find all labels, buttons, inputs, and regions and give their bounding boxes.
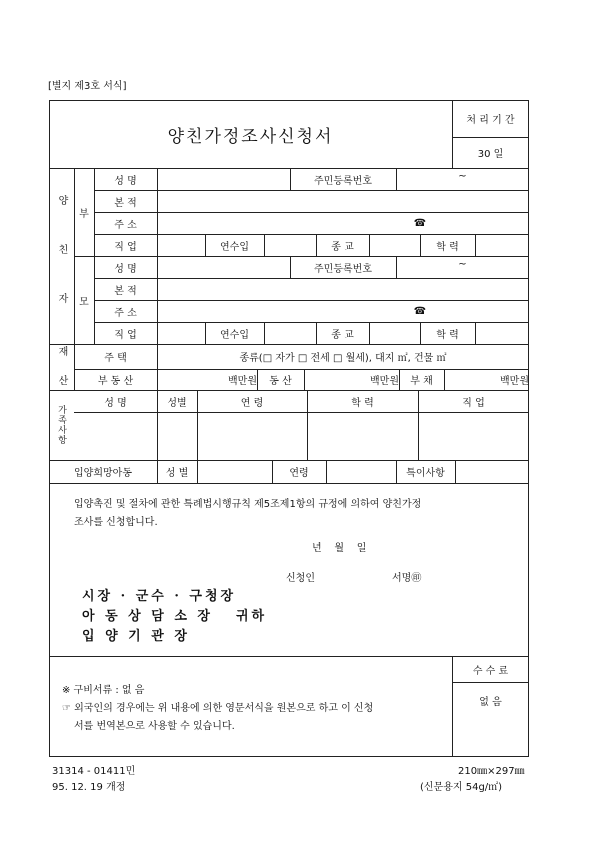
divider [475,322,476,344]
fee-label: 수 수 료 [472,665,509,677]
recipient-adoption-agency: 입 양 기 관 장 [82,629,190,644]
child-gender-label: 성 별 [165,468,189,479]
father-religion-label: 종 교 [331,241,354,253]
family-header-education: 학 력 [351,397,374,409]
divider [94,212,529,213]
divider [197,460,198,483]
form-code: 31314 - 01411민 [52,766,136,777]
divider [74,412,529,413]
foreigner-note-line-2: 서를 번역본으로 사용할 수 있습니다. [74,721,235,732]
divider [264,234,265,256]
processing-period-label: 처 리 기 간 [466,115,515,126]
form-label: [별지 제3호 서식] [48,81,127,92]
house-detail: 종류(□ 자가 □ 전세 □ 월세), 대지 ㎡, 건물 ㎡ [239,353,447,364]
mother-religion-label: 종 교 [331,329,354,341]
debt-unit: 백만원 [500,376,529,387]
mother-domicile-label: 본 적 [114,285,137,297]
movable-label: 동 산 [269,376,292,387]
divider [369,234,370,256]
paper-type: (신문용지 54g/㎡) [420,782,503,793]
fee-value: 없 음 [479,696,502,708]
revision-date: 95. 12. 19 개정 [52,782,126,793]
divider [49,483,529,484]
child-notes-label: 특이사항 [406,468,445,479]
divider [157,168,158,344]
honorific: 귀하 [236,609,268,624]
statement-line-2: 조사를 신청합니다. [74,517,158,528]
divider [94,278,529,279]
father-income-label: 연수입 [220,241,249,253]
family-header-name: 성 명 [104,397,127,409]
divider [94,190,529,191]
statement-line-1: 입양촉진 및 절차에 관한 특례법시행규칙 제5조제1항의 규정에 의하여 양친가정 [74,499,422,510]
movable-unit: 백만원 [370,376,399,387]
father-resident-no-label: 주민등록번호 [314,175,372,187]
father-address-label: 주 소 [114,219,137,231]
divider [264,322,265,344]
form-title: 양친가정조사신청서 [167,126,334,147]
divider [455,460,456,483]
foreigner-note-line-1: ☞ 외국인의 경우에는 위 내용에 의한 영문서식을 원본으로 하고 이 신청 [62,703,374,714]
recipient-mayor: 시장 · 군수 · 구청장 [82,589,237,604]
real-estate-label: 부 동 산 [97,376,134,387]
mother-education-label: 학 력 [436,329,459,341]
mother-resident-no-label: 주민등록번호 [314,263,372,275]
father-education-label: 학 력 [436,241,459,253]
father-job-label: 직 업 [114,241,137,253]
father-name-label: 성 명 [114,175,137,187]
recipient-child-center: 아 동 상 담 소 장 [82,609,213,624]
application-date: 년 월 일 [312,543,367,554]
family-header-age: 연 령 [240,397,264,409]
mother-address-label: 주 소 [114,307,137,319]
adoptive-parents-label: 양 친 자 [56,195,67,317]
phone-icon: ☎ [413,217,427,229]
family-header-job: 직 업 [462,397,485,409]
mother-name-label: 성 명 [114,263,137,275]
assets-label: 재 산 [56,345,67,389]
real-estate-unit: 백만원 [228,376,257,387]
mother-job-label: 직 업 [114,329,137,341]
mother-income-label: 연수입 [220,329,249,341]
signature-label: 서명㊞ [392,573,422,584]
documents-required: ※ 구비서류 : 없 음 [62,685,145,696]
divider [475,234,476,256]
house-label: 주 택 [104,353,127,364]
child-age-label: 연령 [289,468,309,479]
father-domicile-label: 본 적 [114,197,137,209]
debt-label: 부 채 [410,376,433,387]
divider [94,300,529,301]
divider [369,322,370,344]
mother-label: 모 [79,296,89,308]
family-header-gender: 성별 [167,397,187,409]
father-label: 부 [79,208,89,220]
processing-period-value: 30 일 [477,149,504,160]
paper-size: 210㎜×297㎜ [458,766,525,777]
phone-icon: ☎ [413,305,427,317]
mother-resident-no-tilde: ~ [458,258,467,270]
father-resident-no-tilde: ~ [458,170,467,182]
child-label: 입양희망아동 [74,468,132,479]
family-label: 가족사항 [56,405,66,445]
divider [326,460,327,483]
applicant-label: 신청인 [286,573,315,584]
